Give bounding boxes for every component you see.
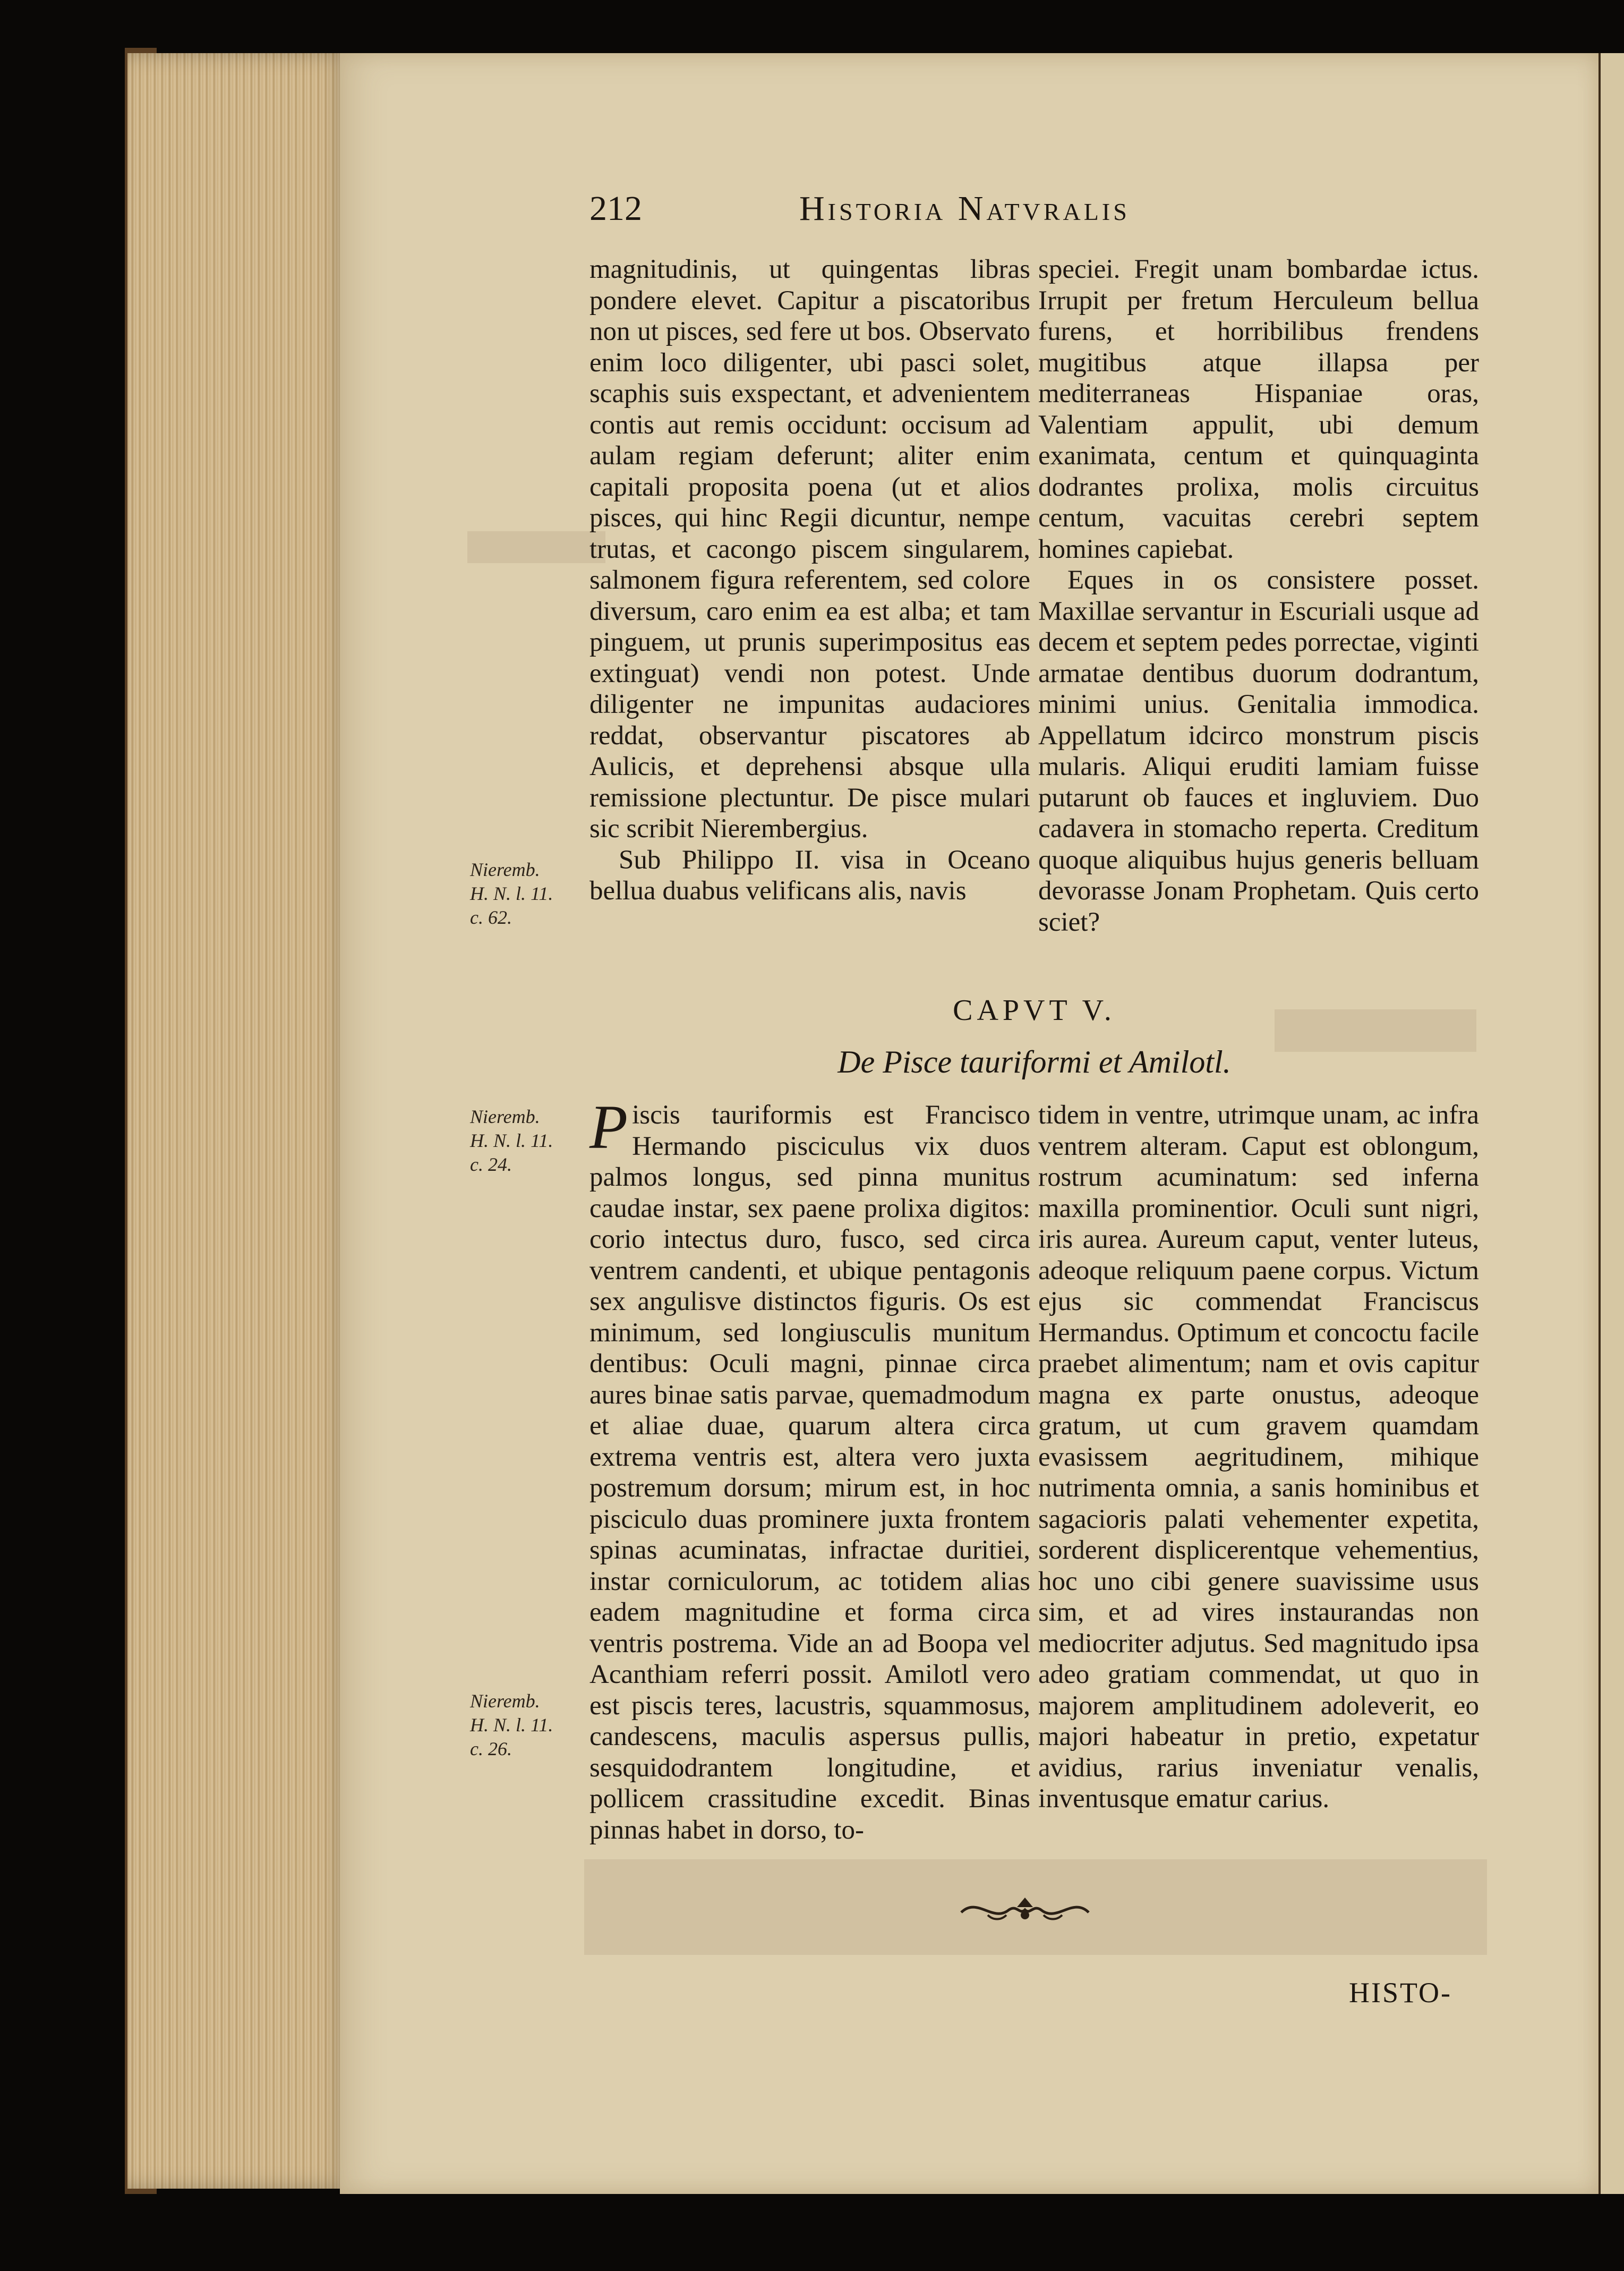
marginal-note-line: c. 24. [470, 1154, 512, 1175]
marginal-note-line: Nieremb. [470, 859, 540, 880]
facing-page-edge [1599, 53, 1624, 2194]
printer-ornament [956, 1891, 1094, 1928]
text-column-bottom-right [1038, 1100, 1479, 1875]
chapter-subtitle: De Pisce tauriformi et Amilotl. [837, 1044, 1231, 1079]
chapter-heading: CAPVT V. [953, 994, 1116, 1027]
drop-cap: P [589, 1092, 628, 1162]
marginal-note-line: c. 62. [470, 907, 512, 928]
catchword: HISTO- [1349, 1977, 1452, 2009]
marginal-note-line: c. 26. [470, 1738, 512, 1759]
text-column-top-right [1038, 254, 1479, 976]
text-column-top-left [589, 254, 1030, 976]
page-block-edge [127, 53, 351, 2189]
marginal-note-line: H. N. l. 11. [470, 1130, 553, 1151]
marginal-note [470, 858, 576, 930]
marginal-note-line: Nieremb. [470, 1106, 540, 1127]
paragraph: tidem in ventre, utrimque unam, ac infra ventrem alteram. Caput est oblongum, rostrum acuminatum: sed inferna maxilla prominentior. Oculi sunt nigri, iris aurea. Aureum caput, venter luteus, adeoque reliquum paene corpus. Victum ejus sic commendat Franciscus Hermandus. Optimum et concoctu facile praebet alimentum; nam et ovis capitur magna ex parte onustus, adeoque gratum, ut cum gravem quamdam evasissem aegritudinem, mihique nutrimenta omnia, a sanis hominibus et sagacioris palati vehementer expetita, sorderent displicerentque vehementius, hoc uno cibi genere suavissime usus sim, et ad vires instaurandas non mediocriter adjutus. Sed magnitudo ipsa adeo gratiam commendat, ut quo in majorem amplitudinem adoleverit, eo majori habeatur in pretio, expetatur avidius, rarius inveniatur venalis, inventusque ematur carius. [1038, 1100, 1479, 1814]
paragraph: speciei. Fregit unam bombardae ictus. Irrupit per fretum Herculeum bellua furens, et horribilibus frendens mugitibus atque illapsa per mediterraneas Hispaniae oras, Valentiam appulit, ubi demum exanimata, centum et quinquaginta dodrantes prolixa, molis circuitus centum, vacuitas cerebri septem homines capiebat. [1038, 254, 1479, 564]
running-title: Historia Natvralis [799, 189, 1130, 228]
paragraph: Eques in os consistere posset. Maxillae servantur in Escuriali usque ad decem et septem pedes porrectae, viginti armatae dentibus duorum dodrantum, minimi unius. Genitalia immodica. Appellatum idcirco monstrum piscis mularis. Aliqui eruditi lamiam fuisse putarunt ob fauces et ingluviem. Duo cadavera in stomacho reperta. Creditum quoque aliquibus hujus generis belluam devorasse Jonam Prophetam. Quis certo sciet? [1038, 565, 1479, 937]
text-column-bottom-left [589, 1092, 1030, 1875]
marginal-note-line: H. N. l. 11. [470, 883, 553, 904]
marginal-note-line: Nieremb. [470, 1690, 540, 1712]
page-header [589, 189, 1365, 236]
page-number: 212 [589, 189, 642, 228]
paragraph: Sub Philippo II. visa in Oceano bellua duabus velificans alis, navis [589, 845, 1030, 906]
show-through-mark [467, 531, 605, 563]
paragraph: iscis tauriformis est Francisco Hermando pisciculus vix duos palmos longus, sed pinna munitus caudae instar, sex paene prolixa digitos: corio intectus duro, fusco, sed circa ventrem candenti, et ubique pentagonis sex angulisve distinctos figuris. Os est minimum, sed longiusculis munitum dentibus: Oculi magni, pinnae circa aures binae satis parvae, quemadmodum et aliae duae, quarum altera circa extrema ventris est, altera vero juxta postremum dorsum; mirum est, in hoc pisciculo duas prominere juxta frontem spinas acuminatas, infractae duritiei, instar corniculorum, ac totidem alias eadem magnitudine et forma circa ventris postrema. Vide an ad Boopa vel Acanthiam referri possit. Amilotl vero est piscis teres, lacustris, squammosus, candescens, maculis aspersus pullis, sesquidodrantem longitudine, et pollicem crassitudine excedit. Binas pinnas habet in dorso, to- [589, 1100, 1030, 1845]
marginal-note-line: H. N. l. 11. [470, 1714, 553, 1736]
marginal-note [470, 1105, 576, 1177]
marginal-note [470, 1689, 576, 1761]
paragraph: magnitudinis, ut quingentas libras pondere elevet. Capitur a piscatoribus non ut pisces, sed fere ut bos. Observato enim loco diligenter, ubi pasci solet, scaphis suis exspectant, et advenientem contis aut remis occidunt: occisum ad aulam regiam deferunt; aliter enim capitali proposita poena (ut et alios pisces, qui hinc Regii dicuntur, nempe trutas, et cacongo piscem singularem, salmonem figura referentem, sed colore diversum, caro enim ea est alba; et tam pinguem, ut prunis superimpositus eas extinguat) vendi non potest. Unde diligenter ne impunitas audaciores reddat, observantur piscatores ab Aulicis, et deprehensi absque ulla remissione plectuntur. De pisce mulari sic scribit Nierembergius. [589, 254, 1030, 844]
